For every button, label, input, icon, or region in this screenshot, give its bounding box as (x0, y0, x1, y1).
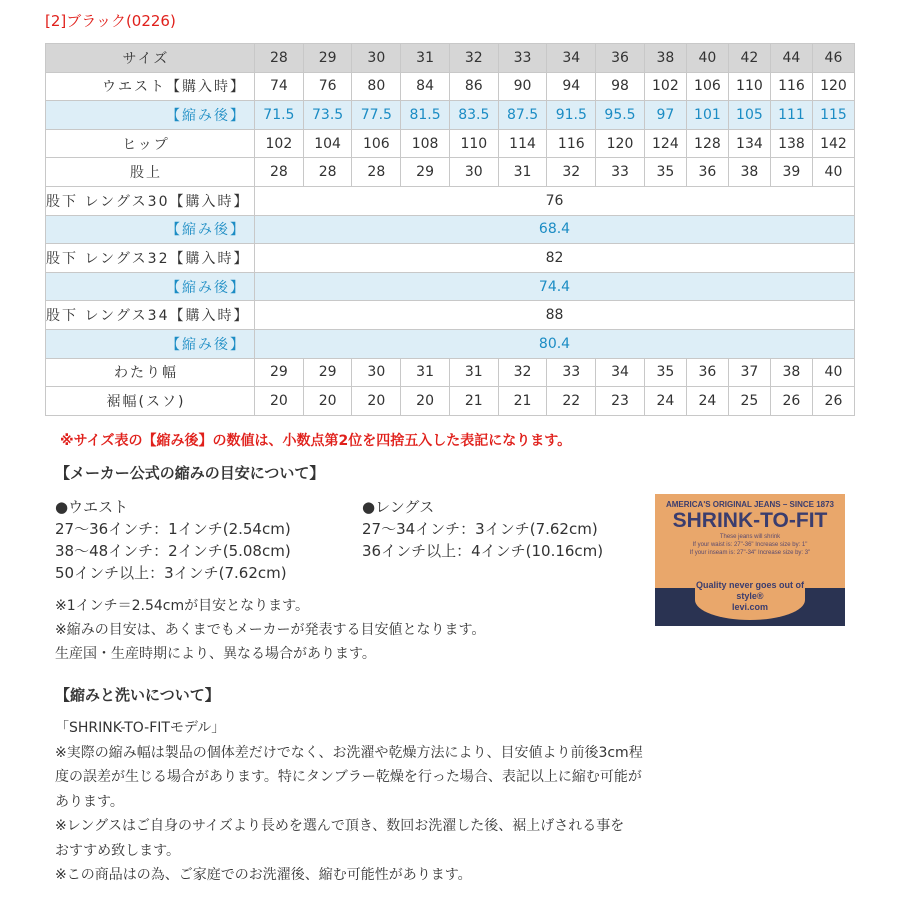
shrink-to-fit-label-image (655, 494, 845, 626)
table-cell: 88 (255, 301, 855, 330)
table-cell: 68.4 (255, 215, 855, 244)
table-cell: 142 (812, 129, 854, 158)
table-cell: 31 (401, 358, 450, 387)
wash-heading: 【縮みと洗いについて】 (55, 686, 220, 704)
row-label: 裾幅(スソ) (46, 387, 255, 416)
length-guide: ●レングス 27〜34インチ：3インチ(7.62cm) 36インチ以上：4インチ(10.16cm) (362, 498, 604, 560)
label-line: If your inseam is: 27"-34" Increase size by: 3" (689, 550, 811, 556)
table-cell: 30 (449, 158, 498, 187)
table-cell: 86 (449, 72, 498, 101)
row-label: 股上 (46, 158, 255, 187)
table-cell: 108 (401, 129, 450, 158)
table-cell: 28 (303, 158, 352, 187)
table-cell: 28 (352, 158, 401, 187)
table-cell: 82 (255, 244, 855, 273)
table-cell: 97 (644, 101, 686, 130)
table-cell: 76 (303, 72, 352, 101)
table-cell: 74 (255, 72, 304, 101)
table-cell: 138 (770, 129, 812, 158)
row-label: ウエスト【購入時】 (46, 72, 255, 101)
table-cell: 31 (498, 158, 547, 187)
table-cell: 106 (352, 129, 401, 158)
label-title: SHRINK-TO-FIT (672, 509, 828, 532)
table-row (46, 358, 855, 387)
table-cell: 36 (596, 44, 645, 73)
table-cell: 102 (644, 72, 686, 101)
table-cell: 29 (303, 358, 352, 387)
guide-heading: 【メーカー公式の縮みの目安について】 (55, 464, 325, 482)
table-cell: 39 (770, 158, 812, 187)
table-row (46, 301, 855, 330)
table-cell: 36 (686, 158, 728, 187)
table-cell: 94 (547, 72, 596, 101)
table-cell: 37 (728, 358, 770, 387)
table-cell: 80.4 (255, 329, 855, 358)
table-row (46, 244, 855, 273)
table-cell: 101 (686, 101, 728, 130)
table-cell: 44 (770, 44, 812, 73)
table-cell: 80 (352, 72, 401, 101)
table-cell: 71.5 (255, 101, 304, 130)
table-cell: 34 (547, 44, 596, 73)
table-cell: 120 (812, 72, 854, 101)
table-cell: 114 (498, 129, 547, 158)
table-cell: 84 (401, 72, 450, 101)
table-cell: 32 (547, 158, 596, 187)
waist-guide: ●ウエスト 27〜36インチ：1インチ(2.54cm) 38〜48インチ：2インチ(5.08cm) 50インチ以上：3インチ(7.62cm) (55, 498, 291, 582)
table-cell: 33 (596, 158, 645, 187)
table-cell: 124 (644, 129, 686, 158)
table-cell: 26 (812, 387, 854, 416)
table-cell: 20 (401, 387, 450, 416)
table-cell: 106 (686, 72, 728, 101)
table-row (46, 186, 855, 215)
table-cell: 24 (686, 387, 728, 416)
table-row (46, 44, 855, 73)
table-cell: 120 (596, 129, 645, 158)
table-cell: 116 (770, 72, 812, 101)
table-cell: 73.5 (303, 101, 352, 130)
table-cell: 128 (686, 129, 728, 158)
table-cell: 28 (255, 158, 304, 187)
table-cell: 20 (352, 387, 401, 416)
table-cell: 28 (255, 44, 304, 73)
table-cell: 40 (812, 158, 854, 187)
table-cell: 91.5 (547, 101, 596, 130)
label-url: levi.com (731, 602, 769, 612)
table-cell: 111 (770, 101, 812, 130)
table-cell: 20 (303, 387, 352, 416)
table-cell: 36 (686, 358, 728, 387)
row-label: 股下 レングス30【購入時】 (46, 186, 255, 215)
row-label: 【縮み後】 (46, 329, 255, 358)
table-cell: 23 (596, 387, 645, 416)
table-cell: 98 (596, 72, 645, 101)
table-row (46, 158, 855, 187)
label-line: AMERICA'S ORIGINAL JEANS – SINCE 1873 (665, 500, 835, 509)
table-cell: 90 (498, 72, 547, 101)
label-slogan: Quality never goes out of style® (695, 580, 805, 601)
label-line: These jeans will shrink (719, 534, 781, 540)
table-row (46, 72, 855, 101)
table-cell: 116 (547, 129, 596, 158)
table-cell: 115 (812, 101, 854, 130)
table-cell: 22 (547, 387, 596, 416)
table-cell: 104 (303, 129, 352, 158)
table-cell: 26 (770, 387, 812, 416)
table-cell: 95.5 (596, 101, 645, 130)
table-cell: 24 (644, 387, 686, 416)
table-cell: 30 (352, 44, 401, 73)
table-cell: 25 (728, 387, 770, 416)
table-cell: 76 (255, 186, 855, 215)
row-label: わたり幅 (46, 358, 255, 387)
size-table (45, 43, 855, 416)
row-label: サイズ (46, 44, 255, 73)
table-cell: 29 (401, 158, 450, 187)
table-cell: 102 (255, 129, 304, 158)
table-cell: 134 (728, 129, 770, 158)
wash-body: 「SHRINK-TO-FITモデル」 ※実際の縮み幅は製品の個体差だけでなく、お洗濯や乾燥方法により、目安値より前後3cm程 度の誤差が生じる場合があります。特にタンブラー乾燥を行った場合、表記以上に縮む可能が あります。 ※レングスはご自身のサイズより長めを選んで頂き、数回お洗濯した後、裾上げされる事を おすすめ致します。 ※この商品はの為、ご家庭でのお洗濯後、縮む可能性があります。 (55, 720, 643, 883)
table-cell: 40 (812, 358, 854, 387)
label-line: If your waist is: 27"-36" Increase size by: 1" (692, 542, 808, 548)
row-label: 股下 レングス34【購入時】 (46, 301, 255, 330)
row-label: ヒップ (46, 129, 255, 158)
table-cell: 46 (812, 44, 854, 73)
table-cell: 29 (255, 358, 304, 387)
table-cell: 35 (644, 358, 686, 387)
table-cell: 77.5 (352, 101, 401, 130)
table-row (46, 387, 855, 416)
table-row (46, 101, 855, 130)
guide-notes: ※1インチ＝2.54cmが目安となります。 ※縮みの目安は、あくまでもメーカーが発表する目安値となります。 生産国・生産時期により、異なる場合があります。 (55, 598, 486, 662)
row-label: 股下 レングス32【購入時】 (46, 244, 255, 273)
row-label: 【縮み後】 (46, 272, 255, 301)
table-cell: 83.5 (449, 101, 498, 130)
table-cell: 32 (449, 44, 498, 73)
table-cell: 74.4 (255, 272, 855, 301)
table-cell: 110 (449, 129, 498, 158)
table-cell: 30 (352, 358, 401, 387)
table-cell: 31 (401, 44, 450, 73)
table-cell: 20 (255, 387, 304, 416)
table-cell: 110 (728, 72, 770, 101)
table-cell: 105 (728, 101, 770, 130)
table-cell: 29 (303, 44, 352, 73)
table-cell: 38 (728, 158, 770, 187)
color-title: [2]ブラック(0226) (45, 12, 176, 30)
table-cell: 33 (498, 44, 547, 73)
table-cell: 35 (644, 158, 686, 187)
table-cell: 38 (770, 358, 812, 387)
table-row (46, 129, 855, 158)
table-cell: 81.5 (401, 101, 450, 130)
size-note: ※サイズ表の【縮み後】の数値は、小数点第2位を四捨五入した表記になります。 (60, 433, 572, 449)
table-row (46, 329, 855, 358)
table-cell: 87.5 (498, 101, 547, 130)
table-row (46, 272, 855, 301)
table-cell: 38 (644, 44, 686, 73)
table-cell: 34 (596, 358, 645, 387)
row-label: 【縮み後】 (46, 101, 255, 130)
table-cell: 42 (728, 44, 770, 73)
row-label: 【縮み後】 (46, 215, 255, 244)
table-cell: 21 (498, 387, 547, 416)
table-cell: 31 (449, 358, 498, 387)
table-row (46, 215, 855, 244)
table-cell: 21 (449, 387, 498, 416)
table-cell: 32 (498, 358, 547, 387)
table-cell: 33 (547, 358, 596, 387)
table-cell: 40 (686, 44, 728, 73)
